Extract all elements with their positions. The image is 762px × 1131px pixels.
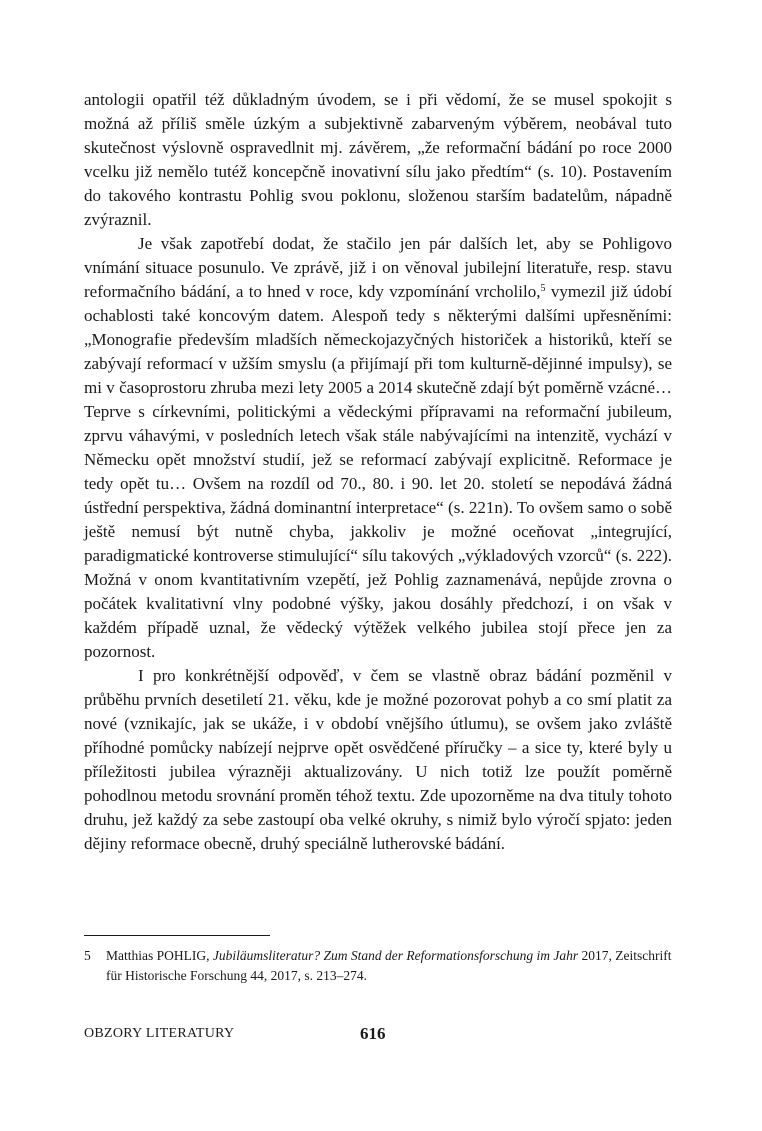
paragraph-2 xyxy=(84,232,672,664)
footnote-divider xyxy=(84,935,270,936)
paragraph-2-part-1: Je však zapotřebí dodat, že stačilo jen pár dalších let, aby se Pohligovo vnímání situace posunulo. Ve zprávě, již i on věnoval jubilejní literatuře, resp. stavu reformačního bádání, a to hned v roce, kdy vzpomínání vrcholilo, xyxy=(84,234,672,301)
footnote-reference[interactable]: 5 xyxy=(540,283,546,294)
footnote-number: 5 xyxy=(84,948,91,963)
paragraph-3: I pro konkrétnější odpověď, v čem se vlastně obraz bádání pozměnil v průběhu prvních desetiletí 21. věku, kde je možné pozorovat pohyb a co smí platit za nové (vznikajíc, jak se ukáže, i v období vnějšího útlumu), se ovšem jako zvláště příhodné pomůcky nabízejí nejprve opět osvědčené příručky – a sice ty, které byly u příležitosti jubilea výrazněji aktualizovány. U nich totiž lze použít poměrně pohodlnou metodu srovnání proměn téhož textu. Zde upozorněme na dva tituly tohoto druhu, jež každý za sebe zastoupí oba velké okruhy, s nimiž bylo výročí spjato: jeden dějiny reformace obecně, druhý speciálně lutherovské bádání. xyxy=(84,666,672,853)
main-text xyxy=(84,88,672,856)
page-number: 616 xyxy=(360,1024,386,1043)
paragraph-2-part-2: vymezil již údobí ochablosti také koncovým datem. Alespoň tedy s některými dalšími upřesněními: „Monografie především mladších německojazyčných historiček a historiků, kteří se zabývají reformací v užším smyslu (a přijímají při tom kulturně-dějinné impulsy), se mi v časoprostoru zhruba mezi lety 2005 a 2014 skutečně zdají být poměrně vzácné… Teprve s církevními, politickými a vědeckými přípravami na reformační jubileum, zprvu váhavými, v posledních letech však stále nabývajícími na intenzitě, vychází v Německu opět množství studií, jež se reformací zabývají explicitně. Reformace je tedy opět tu… Ovšem na rozdíl od 70., 80. i 90. let 20. století se nepodává žádná ústřední perspektiva, žádná dominantní interpretace“ (s. 221n). To ovšem samo o sobě ještě nemusí být nutně chyba, jakkoliv je možné oceňovat „integrující, paradigmatické kontroverse stimulující“ sílu takových „výkladových vzorců“ (s. 222). Možná v onom kvantitativním vzepětí, jež Pohlig zaznamenává, nepůjde zrovna o počátek kvalitativní vlny podobné výšky, jakou dosáhly předchozí, i on však v každém případě uznal, že vědecký výtěžek velkého jubilea stojí přece jen za pozornost. xyxy=(84,282,672,661)
footnote-rest: 2017, Zeitschrift für Historische Forschung 44, 2017, s. 213–274. xyxy=(106,948,672,983)
footnote-title: Jubiläumsliteratur? Zum Stand der Reformationsforschung im Jahr xyxy=(212,948,579,963)
journal-name: OBZORY LITERATURY xyxy=(84,1026,235,1041)
footnote xyxy=(84,946,672,986)
paragraph-1: antologii opatřil též důkladným úvodem, se i při vědomí, že se musel spokojit s možná až příliš směle úzkým a subjektivně zabarveným výběrem, neobával tuto skutečnost výslovně ospravedlnit mj. závěrem, „že reformační bádání po roce 2000 vcelku již nemělo tutéž koncepčně inovativní sílu jako předtím“ (s. 10). Postavením do takového kontrastu Pohlig svou poklonu, složenou starším badatelům, nápadně zvýraznil. xyxy=(84,90,672,229)
footnote-author: Matthias POHLIG, xyxy=(106,948,210,963)
footnote-text xyxy=(106,946,672,986)
